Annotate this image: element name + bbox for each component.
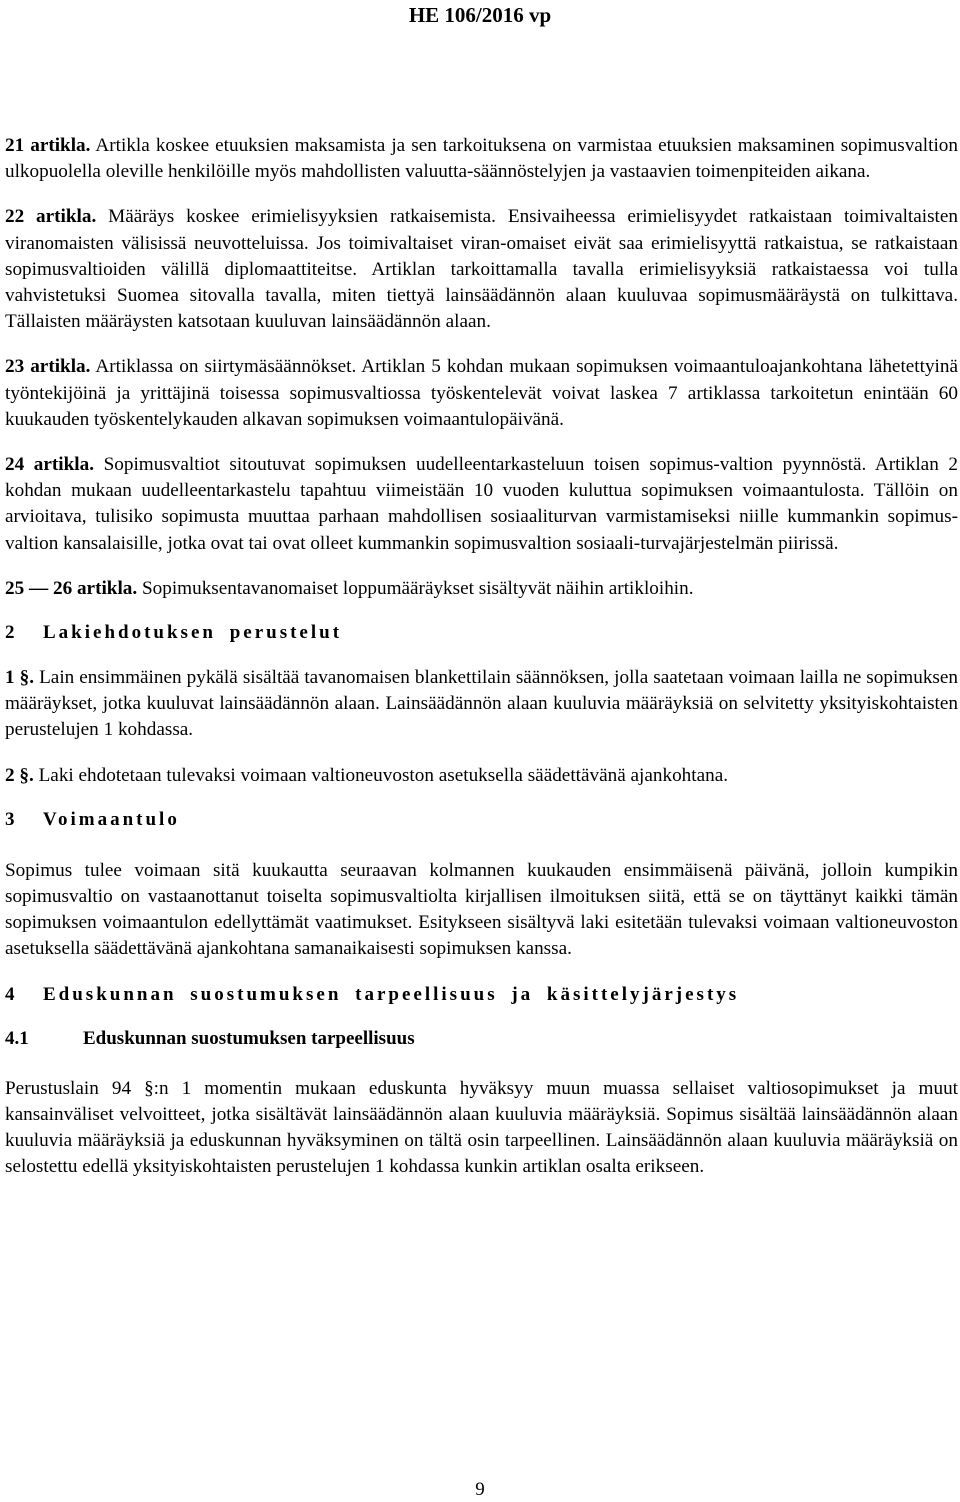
section-3-heading bbox=[5, 807, 958, 833]
article-24-label: 24 artikla. bbox=[5, 454, 95, 476]
document-header: HE 106/2016 vp bbox=[408, 3, 552, 27]
section-2-title: Lakiehdotuksen perustelut bbox=[43, 622, 343, 644]
article-24-text: Sopimusvaltiot sitoutuvat sopimuksen uudelleentarkasteluun toisen sopimus-valtion pyynnöstä. Artiklan 2 kohdan mukaan uudelleentarkastelu tapahtuu viimeistään 10 vuoden kuluttua sopimuksen voimaantulosta. Tällöin on arvioitava, tulisiko sopimusta muuttaa parhaan mahdollisen sosiaaliturvan varmistamiseksi niille kummankin sopimus-valtion kansalaisille, jotka ovat tai ovat olleet kummankin sopimusvaltion sosiaali-turvajärjestelmän piirissä. bbox=[5, 454, 958, 554]
page-number: 9 bbox=[475, 1479, 485, 1500]
article-21-text: Artikla koskee etuuksien maksamista ja sen tarkoituksena on varmistaa etuuksien maksaminen sopimusvaltion ulkopuolella oleville henkilöille myös mahdollisten valuutta-säännöstelyjen ja vastaavien toimenpiteiden aikana. bbox=[5, 135, 958, 183]
section-2-paragraph bbox=[5, 763, 958, 789]
article-22-paragraph bbox=[5, 204, 958, 335]
article-24-paragraph bbox=[5, 452, 958, 557]
article-25-26-label: 25 — 26 artikla. bbox=[5, 577, 138, 599]
article-25-26-text: Sopimuksentavanomaiset loppumääräykset sisältyvät näihin artikloihin. bbox=[137, 577, 694, 599]
section-2-label: 2 §. bbox=[5, 764, 34, 786]
voimaantulo-paragraph: Sopimus tulee voimaan sitä kuukautta seuraavan kolmannen kuukauden ensimmäisenä päivänä, jolloin kumpikin sopimusvaltio on vastaanottanut toiselta sopimusvaltiolta kirjallisen ilmoituksen siitä, että se on täyttänyt kaikki tämän sopimuksen voimaantulon edellyttämät vaatimukset. Esitykseen sisältyvä laki esitetään tulevaksi voimaan valtioneuvoston asetuksella säädettävänä ajankohtana samanaikaisesti sopimuksen kanssa. bbox=[5, 859, 958, 960]
section-3-number: 3 bbox=[5, 808, 15, 830]
article-23-label: 23 artikla. bbox=[5, 356, 91, 378]
section-3-title: Voimaantulo bbox=[43, 808, 180, 830]
section-2-heading bbox=[5, 620, 958, 646]
section-2-text: Laki ehdotetaan tulevaksi voimaan valtioneuvoston asetuksella säädettävänä ajankohtana. bbox=[33, 764, 729, 786]
article-23-paragraph bbox=[5, 354, 958, 433]
section-4-heading bbox=[5, 982, 958, 1008]
section-4-1-heading bbox=[5, 1026, 958, 1052]
article-22-text: Määräys koskee erimielisyyksien ratkaisemista. Ensivaiheessa erimielisyydet ratkaistaan toimivaltaisten viranomaisten välisissä neuvotteluissa. Jos toimivaltaiset viran-omaiset eivät saa erimielisyyttä ratkaistua, se ratkaistaan sopimusvaltioiden välillä diplomaattiteitse. Artiklan tarkoittamalla tavalla erimielisyyksiä ratkaistaessa voi tulla vahvistetuksi Suomea sitovalla tavalla, miten tiettyä lainsäädännön alaan kuuluvaa sopimusmääräystä on tulkittava. Tällaisten määräysten katsotaan kuuluvan lainsäädännön alaan. bbox=[5, 206, 959, 333]
document-body bbox=[5, 133, 958, 1180]
section-4-title: Eduskunnan suostumuksen tarpeellisuus ja käsittelyjärjestys bbox=[43, 983, 740, 1005]
article-23-text: Artiklassa on siirtymäsäännökset. Artiklan 5 kohdan mukaan sopimuksen voimaantuloajankohtana lähetettyinä työntekijöinä ja yrittäjinä toisessa sopimusvaltiossa työskentelevät voivat laskea 7 artiklassa tarkoitetun enintään 60 kuukauden työskentelykauden alkavan sopimuksen voimaantulopäivänä. bbox=[5, 356, 958, 430]
section-1-label: 1 §. bbox=[5, 667, 35, 689]
article-25-26-paragraph bbox=[5, 576, 958, 602]
section-4-1-title: Eduskunnan suostumuksen tarpeellisuus bbox=[83, 1027, 415, 1049]
article-21-paragraph bbox=[5, 133, 958, 185]
article-21-label: 21 artikla. bbox=[5, 135, 91, 156]
suostumus-paragraph: Perustuslain 94 §:n 1 momentin mukaan eduskunta hyväksyy muun muassa sellaiset valtiosopimukset ja muut kansainväliset velvoitteet, jotka sisältävät lainsäädännön alaan kuuluvia määräyksiä. Sopimus sisältää lainsäädännön alaan kuuluvia määräyksiä ja eduskunnan hyväksyminen on tältä osin tarpeellinen. Lainsäädännön alaan kuuluvia määräyksiä on selostettu edellä yksityiskohtaisten perustelujen 1 kohdassa kunkin artiklan osalta erikseen. bbox=[5, 1077, 958, 1178]
section-4-number: 4 bbox=[5, 983, 15, 1005]
section-1-text: Lain ensimmäinen pykälä sisältää tavanomaisen blankettilain säännöksen, jolla saatetaan voimaan lailla ne sopimuksen määräykset, jotka kuuluvat lainsäädännön alaan. Lainsäädännön alaan kuuluvia määräyksiä on selvitetty yksityiskohtaisten perustelujen 1 kohdassa. bbox=[5, 667, 958, 741]
section-1-paragraph bbox=[5, 665, 958, 744]
section-4-1-number: 4.1 bbox=[5, 1027, 29, 1049]
article-22-label: 22 artikla. bbox=[5, 206, 97, 228]
section-2-number: 2 bbox=[5, 622, 15, 644]
